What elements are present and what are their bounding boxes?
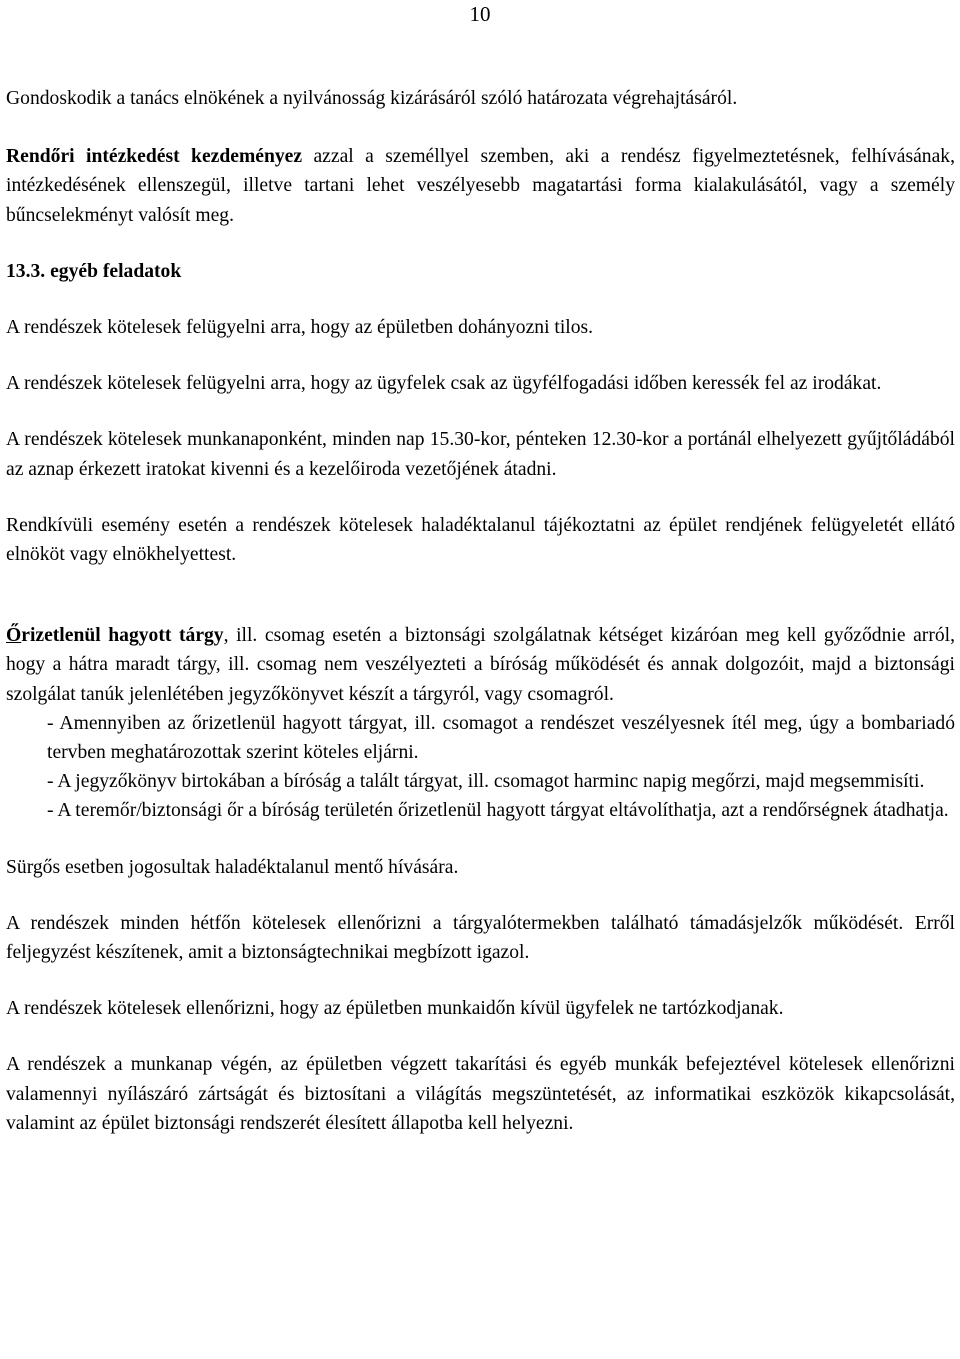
paragraph-orizetlen-targy <box>6 621 955 709</box>
orizetlen-targy-bold <box>6 625 224 646</box>
rendori-intezkedes-bold: Rendőri intézkedést kezdeményez <box>6 146 303 168</box>
paragraph-bombariado: - Amennyiben az őrizetlenül hagyott tárgyat, ill. csomagot a rendészet veszélyesnek ítél meg, úgy a bombariadó tervben meghatározottak szerint köteles eljárni. <box>47 712 955 764</box>
section-heading-13-3: 13.3. egyéb feladatok <box>6 260 182 282</box>
paragraph-ugyfelfogadas: A rendészek kötelesek felügyelni arra, hogy az ügyfelek csak az ügyfélfogadási időben keressék fel az irodákat. <box>6 373 882 395</box>
paragraph-dohanyzas: A rendészek kötelesek felügyelni arra, hogy az épületben dohányozni tilos. <box>6 317 594 339</box>
paragraph-munkanap-vege: A rendészek a munkanap végén, az épületben végzett takarítási és egyéb munkák befejeztével kötelesek ellenőrizni valamennyi nyílászáró zártságát és biztosítani a világítás megszüntetését, az informatikai eszközök kikapcsolását, valamint az épület biztonsági rendszerét élesített állapotba kell helyezni. <box>6 1054 955 1134</box>
orizetlen-targy-bold-text: rizetlenül hagyott tárgy <box>21 625 224 647</box>
orizetlen-targy-text: , ill. csomag esetén a biztonsági szolgálatnak kétséget kizáróan meg kell győződnie arról, hogy a hátra maradt tárgy, ill. csomag nem veszélyezteti a bíróság működését és annak dolgozóit, majd a biztonsági szolgálat tanúk jelenlétében jegyzőkönyvet készít a tárgyról, vagy csomagról. <box>6 625 955 705</box>
page-number: 10 <box>469 2 491 26</box>
paragraph-rendori-intezkedes <box>6 142 955 230</box>
paragraph-mento: Sürgős esetben jogosultak haladéktalanul mentő hívására. <box>6 856 459 878</box>
paragraph-teremor: - A teremőr/biztonsági őr a bíróság területén őrizetlenül hagyott tárgyat eltávolíthatja, azt a rendőrségnek átadhatja. <box>47 800 949 822</box>
paragraph-rendkivuli-esemeny: Rendkívüli esemény esetén a rendészek kötelesek haladéktalanul tájékoztatni az épület rendjének felügyeletét ellátó elnököt vagy elnökhelyettest. <box>6 514 955 566</box>
paragraph-jegyzokonyv: - A jegyzőkönyv birtokában a bíróság a talált tárgyat, ill. csomagot harminc napig megőrzi, majd megsemmisíti. <box>47 771 925 793</box>
paragraph-munkaidon-kivul: A rendészek kötelesek ellenőrizni, hogy az épületben munkaidőn kívül ügyfelek ne tartózkodjanak. <box>6 998 784 1020</box>
rendori-intezkedes-text: azzal a személlyel szemben, aki a rendész figyelmeztetésnek, felhívásának, intézkedésének ellenszegül, illetve tartani lehet veszélyesebb magatartási forma kialakulásától, vagy a személy bűncselekményt valósít meg. <box>6 146 955 226</box>
paragraph-gyujtolada: A rendészek kötelesek munkanaponként, minden nap 15.30-kor, pénteken 12.30-kor a portánál elhelyezett gyűjtőládából az aznap érkezett iratokat kivenni és a kezelőiroda vezetőjének átadni. <box>6 429 955 480</box>
paragraph-tanacs-elnok: Gondoskodik a tanács elnökének a nyilvánosság kizárásáról szóló határozata végrehajtásáról. <box>6 88 738 109</box>
paragraph-tamadasjelzo: A rendészek minden hétfőn kötelesek ellenőrizni a tárgyalótermekben található támadásjelzők működését. Erről feljegyzést készítenek, amit a biztonságtechnikai megbízott igazol. <box>6 912 955 964</box>
orizetlen-targy-underline: Ő <box>6 625 22 647</box>
document-body <box>6 84 955 1138</box>
